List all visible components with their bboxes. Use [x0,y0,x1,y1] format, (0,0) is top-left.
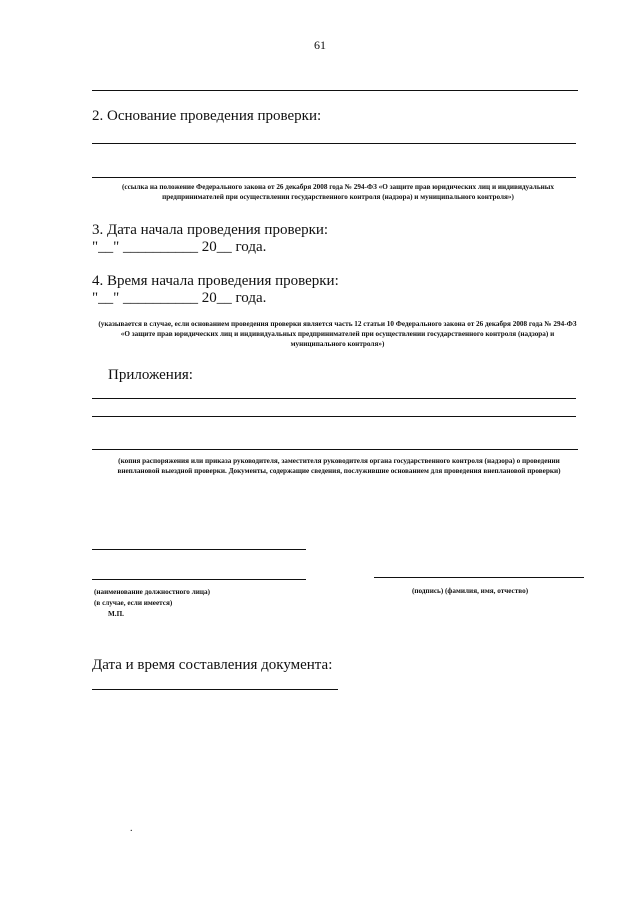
section-4-note: (указывается в случае, если основанием проведения проверки является часть 12 статьи 10 Федерального закона от 26 декабря 2008 года № 294-ФЗ «О защите прав юридических лиц и индивидуальных предпринимателей при осуществлении государственного контроля (надзора) и муниципального контроля») [98,320,577,348]
section-2-title: 2. Основание проведения проверки: [92,108,322,124]
stray-dot: . [130,823,133,834]
document-date-title: Дата и время составления документа: [92,657,333,673]
stamp-mark: М.П. [108,610,124,618]
position-caption-2: (в случае, если имеется) [94,599,173,607]
attachments-title: Приложения: [108,367,193,383]
signature-line [374,577,584,578]
section-4-date: "__" __________ 20__ года. [92,290,267,306]
document-date-line [92,689,338,690]
page-number: 61 [314,38,326,52]
top-rule [92,90,578,91]
position-line-2 [92,579,306,580]
attachments-line-2 [92,416,576,417]
section-4-title: 4. Время начала проведения проверки: [92,273,339,289]
section-2-fill-line-2 [92,177,576,178]
signature-caption: (подпись) (фамилия, имя, отчество) [412,587,529,595]
section-3-date: "__" __________ 20__ года. [92,239,267,255]
attachments-line-1 [92,398,576,399]
section-2-note: (ссылка на положение Федерального закона от 26 декабря 2008 года № 294-ФЗ «О защите прав юридических лиц и индивидуальных предпринимателей при осуществлении государственного контроля (надзора) и муниципального контроля») [122,183,554,201]
attachments-note: (копия распоряжения или приказа руководителя, заместителя руководителя органа государственного контроля (надзора) о проведении внеплановой выездной проверки. Документы, содержащие сведения, послужившие основанием для проведения внеплановой проверки) [117,457,561,475]
section-3-title: 3. Дата начала проведения проверки: [92,222,329,238]
attachments-line-3 [92,449,578,450]
position-caption: (наименование должностного лица) [94,588,211,596]
position-line-1 [92,549,306,550]
section-2-fill-line-1 [92,143,576,144]
